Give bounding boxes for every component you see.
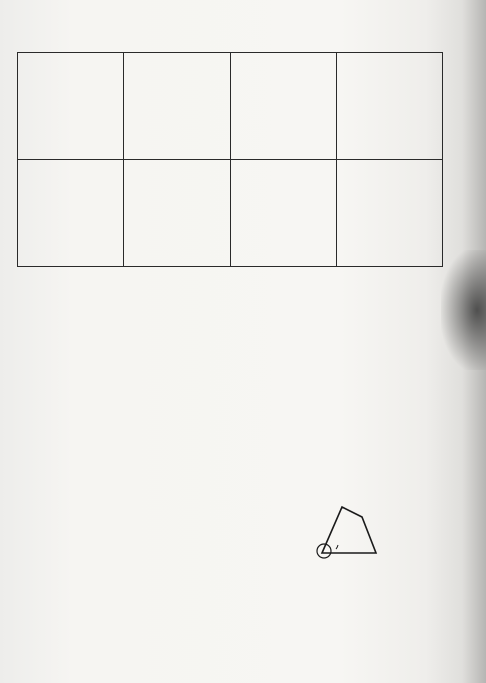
work-cell[interactable] xyxy=(124,160,230,267)
angle-1-arc xyxy=(336,545,338,549)
work-row-1 xyxy=(18,53,443,160)
work-cell[interactable] xyxy=(124,53,230,160)
work-cell[interactable] xyxy=(230,160,336,267)
calc-table xyxy=(17,52,443,267)
ink-blot xyxy=(441,250,486,370)
work-cell[interactable] xyxy=(18,160,124,267)
work-cell[interactable] xyxy=(230,53,336,160)
work-cell[interactable] xyxy=(336,160,442,267)
trapezoid-shape xyxy=(322,507,376,553)
angle-2-arc xyxy=(317,544,331,558)
work-cell[interactable] xyxy=(336,53,442,160)
work-row-2 xyxy=(18,160,443,267)
trapezoid-figure xyxy=(300,495,390,570)
work-cell[interactable] xyxy=(18,53,124,160)
